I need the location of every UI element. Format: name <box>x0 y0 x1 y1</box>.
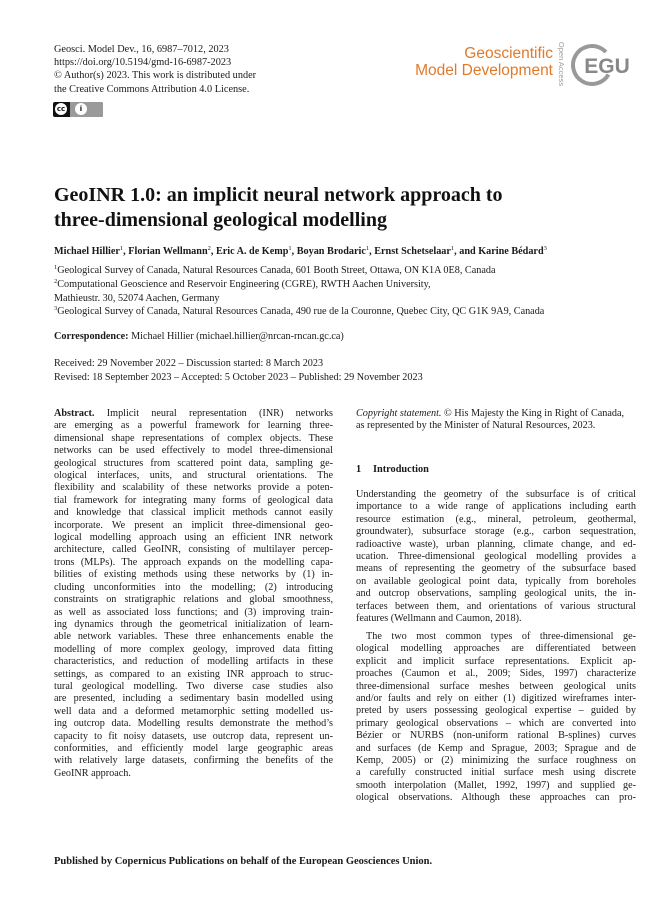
abstract-line <box>54 681 333 693</box>
author-name: Michael Hillier <box>54 246 120 257</box>
paragraph-line: Bézier or NURBS (non-uniform rational B-splines) curves <box>356 730 636 742</box>
affiliation-line <box>54 264 634 278</box>
abstract-text: geological structures from scattered point data, sampling ge- <box>54 457 333 469</box>
abstract-text: settings, as compared to an existing INR approach to struc- <box>54 668 333 680</box>
abstract-text: logical modelling approach using an efficient INR network <box>54 532 333 544</box>
paragraph-line: proaches (Caumon et al., 2009; Sides, 1997) characterize <box>356 668 636 680</box>
abstract-line <box>54 458 333 470</box>
paragraph-line: and outcrop observations, sampling geological units, the in- <box>356 588 636 600</box>
abstract-text: tural geological modelling. Two diverse case studies also <box>54 680 333 692</box>
copyright-statement-line1: © His Majesty the King in Right of Canada, <box>444 408 625 419</box>
abstract-line <box>54 420 333 432</box>
abstract-text: trons (MLPs). The approach expands on the modelling capa- <box>54 556 333 568</box>
section-heading-introduction <box>356 464 429 475</box>
abstract-text: cluding unconformities into the modelling; (2) introducing <box>54 581 333 593</box>
abstract-text: capacity to fit noisy datasets, use outcrop data, represent un- <box>54 730 333 742</box>
paragraph-line: terfaces between them, and orientations of various structural <box>356 600 636 612</box>
paragraph-line: ological modelling approaches are differentiated between <box>356 643 636 655</box>
abstract-text: as well as associated loss functions; and (3) improving train- <box>54 606 333 618</box>
paragraph-line: three-dimensional surface meshes between geological units <box>356 680 636 692</box>
cc-icon: cc <box>56 105 66 113</box>
abstract-line <box>54 470 333 482</box>
author-separator: , <box>210 246 216 257</box>
affiliation-text: Geological Survey of Canada, Natural Resources Canada, 490 rue de la Couronne, Quebec City, QC G1K 9A9, Canada <box>57 306 545 318</box>
copyright-notice: © Author(s) 2023. This work is distributed under <box>54 70 257 82</box>
paragraph-line: primary geological observations – which are converted into <box>356 717 636 729</box>
abstract-text: and knowledge that classical implicit methods cannot easily <box>54 507 333 519</box>
abstract-line <box>54 619 333 631</box>
paragraph-line: Kemp, 2005) or (2) minimizing the surface roughness on <box>356 755 636 767</box>
title-line-2: three-dimensional geological modelling <box>54 209 387 231</box>
abstract-text: flexibility and scalability of these networks provide a poten- <box>54 482 333 494</box>
abstract-text: dimensional shape representations of complex objects. These <box>54 432 333 444</box>
paragraph-line: importance to a wide range of applications including earth <box>356 501 636 513</box>
author-separator: , <box>123 246 129 257</box>
abstract-line <box>54 656 333 668</box>
correspondence <box>54 331 344 342</box>
author-affiliation-mark: 1 <box>365 245 370 252</box>
copyright-statement <box>356 408 636 433</box>
affiliations <box>54 264 634 319</box>
abstract-text: GeoINR approach. <box>54 767 131 779</box>
abstract-text: ing outcrop data. Modelling results demonstrate the method’s <box>54 718 333 730</box>
doi-link[interactable]: https://doi.org/10.5194/gmd-16-6987-2023 <box>54 57 232 69</box>
section-number: 1 <box>356 464 362 475</box>
paragraph-line: ucation. Three-dimensional geological modelling provides a <box>356 551 636 563</box>
author-affiliation-mark: 1 <box>288 245 292 252</box>
correspondence-email[interactable]: Michael Hillier (michael.hillier@nrcan-rncan.gc.ca) <box>131 331 344 342</box>
attribution-icon: i <box>75 103 87 115</box>
abstract-line <box>54 569 333 581</box>
abstract-text: incorporate. We present an implicit three-dimensional geo- <box>54 519 333 531</box>
abstract-line <box>54 408 333 420</box>
abstract-line <box>54 433 333 445</box>
egu-logo-text: EGU <box>584 55 630 78</box>
paragraph-line: a carefully constructed initial surface mesh using discrete <box>356 767 636 779</box>
journal-reference: Geosci. Model Dev., 16, 6987–7012, 2023 <box>54 44 229 55</box>
abstract-line <box>54 718 333 730</box>
dates-revised: Revised: 18 September 2023 – Accepted: 5 October 2023 – Published: 29 November 2023 <box>54 372 423 383</box>
introduction-paragraph-1 <box>356 489 636 625</box>
abstract-text: ing dynamics through the geometrical initialization of learn- <box>54 618 333 630</box>
svg-text:Open Access: Open Access <box>557 41 567 87</box>
abstract-line <box>54 731 333 743</box>
abstract-text: are emerging as a powerful framework for learning three- <box>54 420 333 432</box>
affiliation-number: 2 <box>54 277 58 285</box>
paragraph-line: features (Wellmann and Caumon, 2018). <box>356 613 522 625</box>
article-metadata <box>54 43 256 96</box>
correspondence-label: Correspondence: <box>54 331 129 342</box>
author-name: Boyan Brodaric <box>296 246 366 257</box>
affiliation-text: Geological Survey of Canada, Natural Resources Canada, 601 Booth Street, Ottawa, ON K1A 0E8, Canada <box>57 265 496 276</box>
paragraph-line: groundwater), subsurface storage (e.g., carbon sequestration, <box>356 526 636 538</box>
abstract-text: well data and a deformed metamorphic setting modelled us- <box>54 705 333 717</box>
paragraph-line: means of representing the geometry of the subsurface based <box>356 563 636 575</box>
author-separator: , <box>291 246 297 257</box>
paragraph-line: resource estimation (e.g., mineral, petroleum, geothermal, <box>356 513 636 525</box>
abstract-text: are presented, including a sedimentary basin modelled using <box>54 693 333 705</box>
paragraph-line: The two most common types of three-dimensional ge- <box>366 631 636 642</box>
paragraph-line: preted by users possessing geological expertise – guided by <box>356 705 636 717</box>
paragraph-line: Understanding the geometry of the subsurface is of critical <box>356 489 636 500</box>
abstract <box>54 408 333 780</box>
paragraph-line: smooth interpolation (Mallet, 1992, 1997) and supplied ge- <box>356 779 636 791</box>
affiliation-line <box>54 292 634 306</box>
abstract-line <box>54 743 333 755</box>
paragraph-line: and surfaces (de Kemp and Sprague, 2003; Sprague and de <box>356 742 636 754</box>
cc-by-license-badge[interactable] <box>53 102 103 117</box>
journal-name-line1: Geoscientific <box>464 45 553 62</box>
section-title: Introduction <box>373 464 429 475</box>
abstract-line <box>54 532 333 544</box>
abstract-line <box>54 520 333 532</box>
author-separator: , and <box>454 246 479 257</box>
abstract-text: bilities of existing methods using these networks by (1) in- <box>54 569 333 581</box>
author-name: Ernst Schetselaar <box>374 246 451 257</box>
copyright-statement-label: Copyright statement. <box>356 408 442 419</box>
abstract-text: tial framework for integrating many forms of geological data <box>54 494 333 506</box>
article-title <box>54 183 614 233</box>
abstract-text: ological interfaces, units, and structural orientations. The <box>54 470 333 482</box>
author-affiliation-mark: 1 <box>119 245 124 252</box>
journal-logo <box>408 45 553 79</box>
affiliation-line <box>54 278 634 292</box>
abstract-line <box>54 582 333 594</box>
author-affiliation-mark: 3 <box>543 245 547 252</box>
abstract-line <box>54 495 333 507</box>
affiliation-number: 3 <box>54 305 58 313</box>
abstract-line <box>54 706 333 718</box>
paragraph-line: explicit and implicit surface representations. Explicit ap- <box>356 655 636 667</box>
author-list <box>54 246 634 257</box>
introduction-paragraph-2 <box>356 631 636 805</box>
paragraph-line: and/or faults and rely on either (1) digitized wireframes inter- <box>356 693 636 705</box>
open-access-label <box>555 38 567 90</box>
abstract-line <box>54 669 333 681</box>
affiliation-text: Mathieustr. 30, 52074 Aachen, Germany <box>54 292 220 304</box>
egu-logo <box>569 42 639 88</box>
abstract-text: with relatively large datasets, confirming the benefits of the <box>54 755 333 767</box>
copyright-statement-line2: as represented by the Minister of Natural Resources, 2023. <box>356 420 596 432</box>
abstract-text: conformities, and efficiently model large geographic areas <box>54 742 333 754</box>
affiliation-line <box>54 305 634 319</box>
title-line-1: GeoINR 1.0: an implicit neural network approach to <box>54 184 503 206</box>
abstract-text: able network variables. These three enhancements enable the <box>54 631 333 643</box>
abstract-text: constraints on stratigraphic relations and global smoothness, <box>54 594 333 606</box>
abstract-line <box>54 557 333 569</box>
author-name: Florian Wellmann <box>128 246 208 257</box>
abstract-line <box>54 755 333 767</box>
author-name: Karine Bédard <box>478 246 544 257</box>
author-name: Eric A. de Kemp <box>215 246 289 257</box>
author-separator: , <box>369 246 375 257</box>
abstract-line <box>54 631 333 643</box>
publication-dates <box>54 357 634 385</box>
license-notice: the Creative Commons Attribution 4.0 License. <box>54 83 250 95</box>
paragraph-line: ological observations. Although these approaches can pro- <box>356 792 636 804</box>
abstract-line <box>54 482 333 494</box>
abstract-text: modelling of more complex geology, improved data fitting <box>54 643 333 655</box>
abstract-label: Abstract. <box>54 408 95 419</box>
paragraph-line: on available geological point data, typically from boreholes <box>356 575 636 587</box>
affiliation-number: 1 <box>54 264 58 271</box>
abstract-line <box>54 544 333 556</box>
abstract-line <box>54 607 333 619</box>
affiliation-text: Computational Geoscience and Reservoir Engineering (CGRE), RWTH Aachen University, <box>57 278 431 290</box>
abstract-line <box>54 693 333 705</box>
author-affiliation-mark: 1 <box>450 245 455 252</box>
abstract-line <box>54 644 333 656</box>
abstract-line <box>54 768 333 780</box>
abstract-text: characteristics, and reduction of modelling artifacts in these <box>54 656 333 668</box>
abstract-line <box>54 594 333 606</box>
abstract-text: Implicit neural representation (INR) networks <box>106 408 334 419</box>
abstract-line <box>54 445 333 457</box>
publisher-footer: Published by Copernicus Publications on behalf of the European Geosciences Union. <box>54 856 433 867</box>
abstract-line <box>54 507 333 519</box>
dates-received: Received: 29 November 2022 – Discussion started: 8 March 2023 <box>54 358 324 369</box>
paragraph-line: radioactive waste), urban planning, climate change, and ed- <box>356 538 636 550</box>
abstract-text: architecture, called GeoINR, consisting of multilayer percep- <box>54 544 333 556</box>
journal-name-line2: Model Development <box>415 62 553 79</box>
abstract-text: networks can be used effectively to model three-dimensional <box>54 445 333 457</box>
author-affiliation-mark: 2 <box>207 245 211 252</box>
